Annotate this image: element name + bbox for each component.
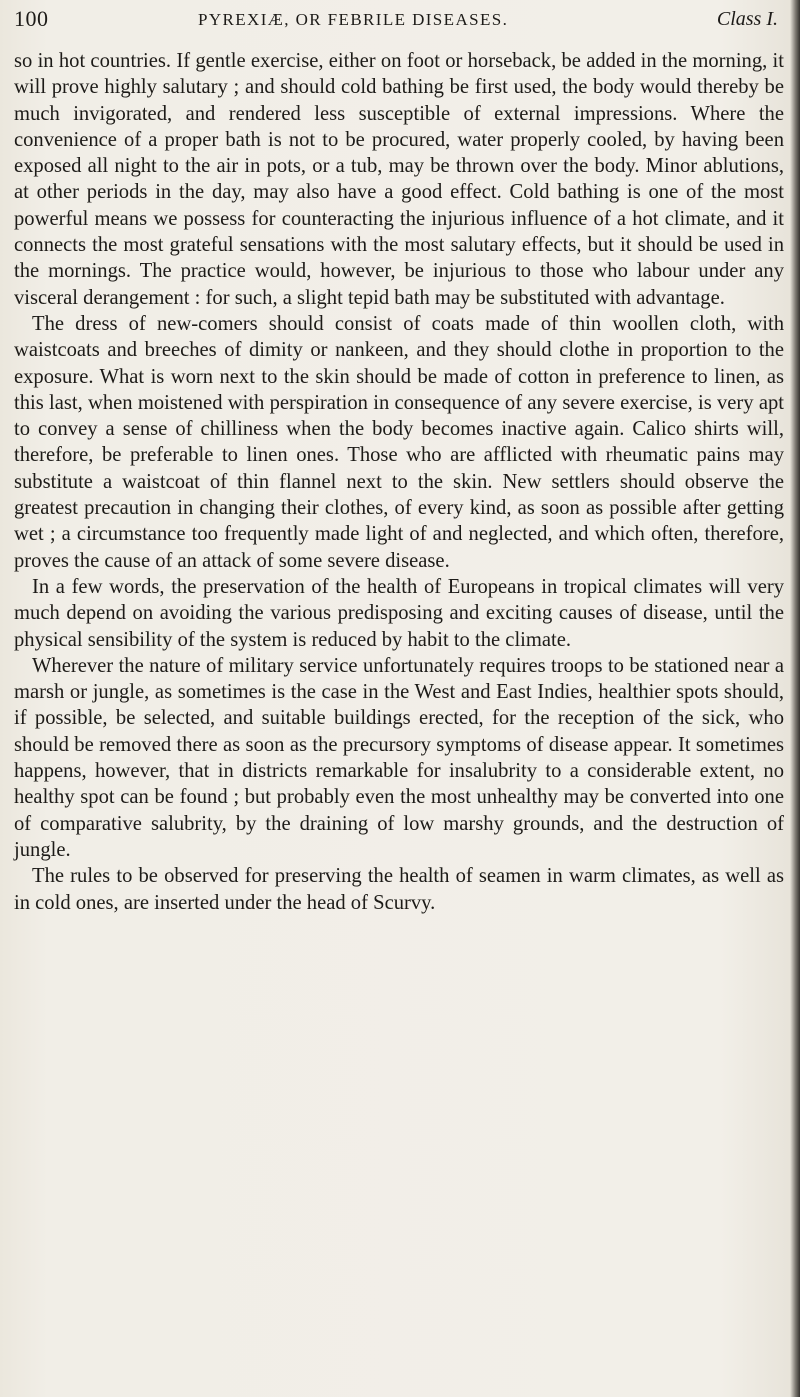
paragraph-seamen: The rules to be observed for preserving the health of seamen in warm climates, as well as in cold ones, are inserted under the head of Scurvy. <box>14 865 784 914</box>
body-text <box>14 48 784 916</box>
paragraph-dress: The dress of new-comers should consist of coats made of thin woollen cloth, with waistcoats and breeches of dimity or nankeen, and they should clothe in proportion to the exposure. What is worn next to the skin should be made of cotton in preference to linen, as this last, when moistened with perspiration in consequence of any severe exercise, is very apt to convey a sense of chilliness when the body becomes inactive again. Calico shirts will, therefore, be preferable to linen ones. Those who are afflicted with rheumatic pains may substitute a waistcoat of thin flannel next to the skin. New settlers should observe the greatest precaution in changing their clothes, of every kind, as soon as possible after getting wet ; a circumstance too frequently made light of and neglected, and which often, therefore, proves the cause of an attack of some severe disease. <box>14 312 784 572</box>
page-number: 100 <box>14 6 49 31</box>
paragraph-military: Wherever the nature of military service unfortunately requires troops to be stationed near a marsh or jungle, as sometimes is the case in the West and East Indies, healthier spots should, if possible, be selected, and suitable buildings erected, for the reception of the sick, who should be removed there as soon as the precursory symptoms of disease appear. It sometimes happens, however, that in districts remarkable for insalubrity to a considerable extent, no healthy spot can be found ; but probably even the most unhealthy may be converted into one of comparative salubrity, by the draining of low marshy grounds, and the destruction of jungle. <box>14 654 784 861</box>
binding-edge <box>790 0 800 1397</box>
paragraph-bathing: so in hot countries. If gentle exercise, either on foot or horseback, be added in the morning, it will prove highly salutary ; and should cold bathing be first used, the body would thereby be much invigorated, and rendered less susceptible of external impressions. Where the convenience of a proper bath is not to be procured, water properly cooled, by having been exposed all night to the air in pots, or a tub, may be thrown over the body. Minor ablutions, at other periods in the day, may also have a good effect. Cold bathing is one of the most powerful means we possess for counteracting the injurious influence of a hot climate, and it connects the most grateful sensations with the most salutary effects, but it should be used in the mornings. The practice would, however, be injurious to those who labour under any visceral derangement : for such, a slight tepid bath may be substituted with advantage. <box>14 50 784 309</box>
paragraph-preservation: In a few words, the preservation of the health of Europeans in tropical climates will very much depend on avoiding the various predisposing and exciting causes of disease, until the physical sensibility of the system is reduced by habit to the climate. <box>14 575 784 651</box>
running-head: PYREXIÆ, OR FEBRILE DISEASES. <box>198 10 509 29</box>
page-header <box>14 6 778 42</box>
class-label: Class I. <box>716 8 778 30</box>
